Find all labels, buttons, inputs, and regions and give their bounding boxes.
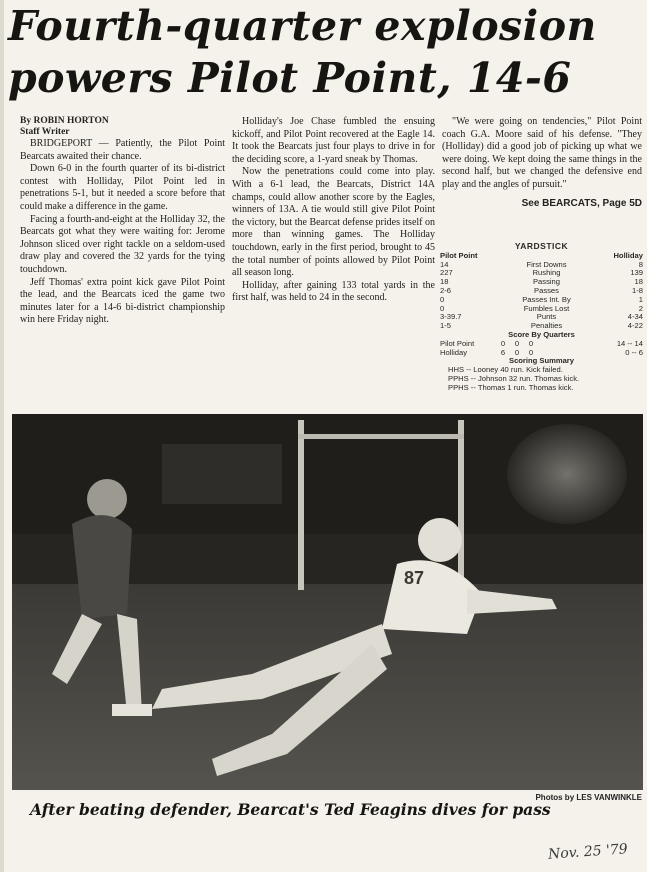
- quarter-score: 0: [500, 338, 506, 348]
- team-b-stat: 18: [634, 277, 643, 287]
- photo-caption: After beating defender, Bearcat's Ted Feagins dives for pass: [30, 800, 551, 819]
- final-score: 6: [638, 347, 643, 357]
- article-paragraph: Now the penetrations could come into play. With a 6-1 lead, the Bearcats, District 14A champs, could allow another score by the Eagles, winners of 13A. A tie would still give Pilot Point the victory, but the Bearcat defense prides itself on more than winning games. The Holliday touchdown, early in the first period, brought to 45 the total number of points allowed by Pilot Point all season long.: [232, 166, 435, 279]
- team-a-stat: 1-5: [440, 321, 451, 331]
- handwritten-date: Nov. 25 '79: [547, 841, 629, 863]
- quarter-team: Holliday: [440, 347, 468, 357]
- article-paragraph: "We were going on tendencies," Pilot Point coach G.A. Moore said of his defense. "They (Holliday) did a good job of picking up what we were doing. We kept doing the same things in the second half, but we changed the defensive end play and the angles of pursuit.": [442, 116, 642, 190]
- headline-line-2: powers Pilot Point, 14-6: [8, 54, 572, 102]
- stat-label: Passing: [532, 277, 561, 287]
- team-a-name: Pilot Point: [440, 250, 478, 260]
- article-paragraph: Jeff Thomas' extra point kick gave Pilot Point the lead, and the Bearcats iced the game two minutes later for a 14-6 bi-district championship win here Friday night.: [20, 276, 225, 326]
- quarters-title: Score By Quarters: [508, 329, 575, 339]
- stat-label: Penalties: [530, 321, 563, 331]
- score-by-quarters: [440, 340, 643, 358]
- team-b-stat: 2: [638, 303, 643, 313]
- yardstick-title: YARDSTICK: [514, 241, 569, 251]
- byline-title: Staff Writer: [20, 127, 70, 137]
- team-a-stat: 2-6: [440, 285, 451, 295]
- quarter-score: 0: [514, 338, 520, 348]
- quarter-score: 0: [528, 338, 534, 348]
- quarter-team: Pilot Point: [440, 338, 475, 348]
- stat-label: Passes Int. By: [522, 294, 571, 304]
- team-b-stat: 8: [638, 259, 643, 269]
- team-a-stat: 14: [440, 259, 449, 269]
- article-column-2: [232, 116, 435, 305]
- team-b-stat: 4-34: [627, 312, 643, 322]
- scoring-summary-line: PPHS -- Johnson 32 run. Thomas kick.: [448, 373, 580, 383]
- clipping-edge: [0, 0, 4, 872]
- quarter-score-row: [440, 340, 643, 349]
- goalpost: [458, 420, 464, 590]
- team-b-stat: 4-22: [627, 321, 643, 331]
- article-paragraph: Holliday, after gaining 133 total yards in the first half, was held to 24 in the second.: [232, 279, 435, 304]
- team-b-stat: 139: [630, 268, 643, 278]
- quarter-score: 0: [528, 347, 534, 357]
- scoring-summary-line: PPHS -- Thomas 1 run. Thomas kick.: [448, 382, 574, 392]
- article-column-3: [442, 116, 642, 210]
- article-paragraph: Facing a fourth-and-eight at the Holliday 32, the Bearcats got what they were waiting for: Jerome Johnson sliced over right tackle on a seldom-used draw play and covered the 32 yards for the tying touchdown.: [20, 213, 225, 275]
- byline-author: By ROBIN HORTON: [20, 116, 109, 126]
- continued-reference: See BEARCATS, Page 5D: [521, 197, 642, 209]
- team-a-stat: 3-39.7: [440, 312, 462, 322]
- team-b-name: Holliday: [613, 250, 643, 260]
- stat-label: Punts: [536, 312, 557, 322]
- quarter-score: 6: [500, 347, 506, 357]
- quarter-final: 0 -- 6: [625, 347, 643, 357]
- stat-label: Rushing: [532, 268, 561, 278]
- headline-line-1: Fourth-quarter explosion: [8, 2, 597, 50]
- fourth-quarter-score: 0: [625, 347, 630, 357]
- article-column-1: [20, 116, 225, 327]
- article-paragraph: Down 6-0 in the fourth quarter of its bi-district contest with Holliday, Pilot Point led in penetrations 5-1, but it needed a score before that could make a difference in the game.: [20, 163, 225, 212]
- goalpost: [298, 420, 304, 590]
- yardstick-rows: [440, 261, 643, 331]
- game-photo: [12, 414, 643, 790]
- team-b-stat: 1-8: [632, 285, 643, 295]
- team-a-stat: 18: [440, 277, 449, 287]
- football-icon: [507, 424, 627, 524]
- team-a-stat: 0: [440, 294, 445, 304]
- yardstick-box: [440, 242, 643, 393]
- headline: [8, 0, 643, 104]
- fourth-quarter-score: 14: [616, 338, 626, 348]
- photo-credit: Photos by LES VANWINKLE: [535, 793, 642, 802]
- jersey-number: 87: [404, 568, 425, 588]
- quarter-final: 14 -- 14: [616, 338, 643, 348]
- crossbar: [298, 434, 464, 439]
- scoring-summary-line: HHS -- Looney 40 run. Kick failed.: [448, 365, 563, 375]
- photo-illustration: [12, 414, 643, 790]
- stat-label: Passes: [534, 285, 559, 295]
- team-a-stat: 0: [440, 303, 445, 313]
- article-paragraph: BRIDGEPORT — Patiently, the Pilot Point Bearcats awaited their chance.: [20, 138, 225, 162]
- final-score: 14: [634, 338, 643, 348]
- article-paragraph: Holliday's Joe Chase fumbled the ensuing kickoff, and Pilot Point recovered at the Eagle 14. It took the Bearcats just four plays to drive in for the deciding score, a 1-yard sneak by Thomas.: [232, 116, 435, 165]
- team-a-stat: 227: [440, 268, 453, 278]
- scoring-summary: [440, 366, 643, 392]
- stat-label: First Downs: [526, 259, 567, 269]
- stat-label: Fumbles Lost: [523, 303, 570, 313]
- summary-title: Scoring Summary: [509, 356, 574, 366]
- quarter-score: 0: [514, 347, 520, 357]
- team-b-stat: 1: [638, 294, 643, 304]
